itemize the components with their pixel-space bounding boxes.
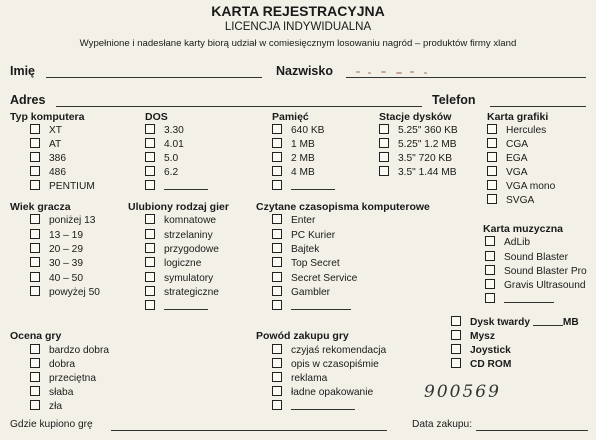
computer-option[interactable]: 486 [30,166,66,180]
checkbox[interactable] [272,400,282,410]
checkbox[interactable] [272,358,282,368]
sound-option[interactable]: AdLib [485,236,530,250]
checkbox[interactable] [487,124,497,134]
checkbox[interactable] [379,124,389,134]
checkbox[interactable] [272,286,282,296]
checkbox[interactable] [30,229,40,239]
checkbox[interactable] [30,138,40,148]
hdd-size-line[interactable] [533,316,563,326]
checkbox[interactable] [30,166,40,176]
checkbox[interactable] [487,152,497,162]
genre-option[interactable]: strzelaniny [145,229,213,243]
checkbox[interactable] [272,124,282,134]
checkbox[interactable] [485,251,495,261]
purchase-place-label: Gdzie kupiono grę [10,419,93,430]
computer-option[interactable]: AT [30,138,61,152]
checkbox[interactable] [145,257,155,267]
joystick-option[interactable]: Joystick [451,344,511,358]
checkbox[interactable] [30,124,40,134]
drives-option[interactable]: 3.5" 1.44 MB [379,166,457,180]
checkbox[interactable] [30,400,40,410]
genre-option[interactable]: strategiczne [145,286,219,300]
write-in-line[interactable] [164,180,208,190]
checkbox[interactable] [487,180,497,190]
checkbox[interactable] [379,166,389,176]
checkbox[interactable] [451,330,461,340]
dos-option[interactable]: 6.2 [145,166,178,180]
last-name-field[interactable] [346,77,586,78]
checkbox[interactable] [487,166,497,176]
reason-option-other[interactable] [272,400,355,414]
age-section-title: Wiek gracza [10,201,71,213]
sound-option[interactable]: Sound Blaster Pro [485,265,587,279]
checkbox[interactable] [272,272,282,282]
magazine-option[interactable]: Enter [272,214,315,228]
reason-option[interactable]: ładne opakowanie [272,386,373,400]
genre-section-title: Ulubiony rodzaj gier [128,201,229,213]
checkbox[interactable] [145,180,155,190]
serial-number: 900569 [424,382,501,402]
write-in-line[interactable] [291,180,335,190]
phone-field[interactable] [490,106,586,107]
dos-option-other[interactable] [145,180,208,194]
reason-option[interactable]: reklama [272,372,327,386]
checkbox[interactable] [487,194,497,204]
dos-option[interactable]: 5.0 [145,152,178,166]
sound-option[interactable]: Gravis Ultrasound [485,279,586,293]
drives-section-title: Stacje dysków [379,111,452,123]
checkbox[interactable] [30,257,40,267]
checkbox[interactable] [272,243,282,253]
ink-mark [368,72,371,74]
reason-section-title: Powód zakupu gry [256,330,349,342]
cdrom-option[interactable]: CD ROM [451,358,511,372]
computer-option[interactable]: 386 [30,152,66,166]
checkbox[interactable] [487,138,497,148]
memory-option[interactable]: 640 KB [272,124,324,138]
checkbox[interactable] [30,214,40,224]
drives-option[interactable]: 5.25" 360 KB [379,124,458,138]
age-option[interactable]: 20 – 29 [30,243,83,257]
ink-mark [356,71,360,73]
first-name-label: Imię [10,64,36,78]
dos-section-title: DOS [145,111,168,123]
checkbox[interactable] [30,152,40,162]
checkbox[interactable] [451,316,461,326]
dos-option[interactable]: 4.01 [145,138,184,152]
checkbox[interactable] [30,344,40,354]
checkbox[interactable] [145,152,155,162]
checkbox[interactable] [451,344,461,354]
graphics-section-title: Karta grafiki [487,111,549,123]
age-option[interactable]: powyżej 50 [30,286,100,300]
purchase-place-field[interactable] [111,430,387,431]
graphics-option[interactable]: CGA [487,138,528,152]
memory-section-title: Pamięć [272,111,309,123]
graphics-option[interactable]: VGA [487,166,528,180]
write-in-line[interactable] [504,293,554,303]
purchase-date-label: Data zakupu: [412,419,473,430]
rating-section-title: Ocena gry [10,330,62,342]
checkbox[interactable] [272,372,282,382]
checkbox[interactable] [272,152,282,162]
checkbox[interactable] [379,152,389,162]
age-option[interactable]: 13 – 19 [30,229,83,243]
card-subtitle: LICENCJA INDYWIDUALNA [224,21,372,33]
checkbox[interactable] [272,138,282,148]
magazine-option-other[interactable] [272,300,351,314]
purchase-date-field[interactable] [476,430,588,431]
graphics-option[interactable]: VGA mono [487,180,555,194]
memory-option[interactable]: 2 MB [272,152,315,166]
checkbox[interactable] [272,166,282,176]
checkbox[interactable] [272,257,282,267]
drives-option[interactable]: 3.5" 720 KB [379,152,452,166]
checkbox[interactable] [145,214,155,224]
checkbox[interactable] [485,265,495,275]
checkbox[interactable] [145,272,155,282]
memory-option[interactable]: 1 MB [272,138,315,152]
checkbox[interactable] [30,180,40,190]
checkbox[interactable] [272,229,282,239]
checkbox[interactable] [145,138,155,148]
checkbox[interactable] [145,229,155,239]
card-title: KARTA REJESTRACYJNA [211,3,385,19]
rating-option[interactable]: dobra [30,358,75,372]
genre-option[interactable]: logiczne [145,257,201,271]
sound-option[interactable]: Sound Blaster [485,251,568,265]
checkbox[interactable] [145,286,155,296]
checkbox[interactable] [272,300,282,310]
drives-option[interactable]: 5.25" 1.2 MB [379,138,457,152]
computer-option[interactable]: XT [30,124,62,138]
checkbox[interactable] [30,286,40,296]
graphics-option[interactable]: Hercules [487,124,546,138]
dos-option[interactable]: 3.30 [145,124,184,138]
computer-option[interactable]: PENTIUM [30,180,95,194]
sound-section-title: Karta muzyczna [483,223,563,235]
checkbox[interactable] [272,214,282,224]
last-name-label: Nazwisko [276,64,333,78]
magazine-option[interactable]: Gambler [272,286,330,300]
checkbox[interactable] [272,386,282,396]
checkbox[interactable] [272,344,282,354]
checkbox[interactable] [451,358,461,368]
age-option[interactable]: 30 – 39 [30,257,83,271]
rating-option[interactable]: słaba [30,386,73,400]
first-name-field[interactable] [46,77,262,78]
genre-option[interactable]: symulatory [145,272,213,286]
age-option[interactable]: poniżej 13 [30,214,95,228]
reason-option[interactable]: opis w czasopiśmie [272,358,379,372]
address-field[interactable] [56,106,422,107]
checkbox[interactable] [30,358,40,368]
graphics-option[interactable]: SVGA [487,194,534,208]
magazine-option[interactable]: Top Secret [272,257,340,271]
checkbox[interactable] [485,279,495,289]
write-in-line[interactable] [291,300,351,310]
write-in-line[interactable] [291,400,355,410]
rating-option[interactable]: bardzo dobra [30,344,109,358]
card-info-text: Wypełnione i nadesłane karty biorą udział w comiesięcznym losowaniu nagród – produktów firmy xland [79,38,517,49]
genre-option[interactable]: przygodowe [145,243,219,257]
graphics-option[interactable]: EGA [487,152,528,166]
magazine-option[interactable]: Bajtek [272,243,319,257]
sound-option-other[interactable] [485,293,554,307]
checkbox[interactable] [30,243,40,253]
rating-option[interactable]: przeciętna [30,372,96,386]
magazine-option[interactable]: PC Kurier [272,229,335,243]
memory-option-other[interactable] [272,180,335,194]
memory-option[interactable]: 4 MB [272,166,315,180]
checkbox[interactable] [272,180,282,190]
checkbox[interactable] [145,243,155,253]
write-in-line[interactable] [164,300,208,310]
checkbox[interactable] [30,372,40,382]
checkbox[interactable] [145,124,155,134]
checkbox[interactable] [145,166,155,176]
address-label: Adres [10,93,46,107]
phone-label: Telefon [432,93,476,107]
ink-mark [396,72,402,74]
reason-option[interactable]: czyjaś rekomendacja [272,344,386,358]
checkbox[interactable] [485,236,495,246]
ink-mark [410,71,414,73]
magazines-section-title: Czytane czasopisma komputerowe [256,201,430,213]
checkbox[interactable] [379,138,389,148]
mouse-option[interactable]: Mysz [451,330,495,344]
genre-option-other[interactable] [145,300,208,314]
computer-section-title: Typ komputera [10,111,85,123]
magazine-option[interactable]: Secret Service [272,272,357,286]
checkbox[interactable] [145,300,155,310]
checkbox[interactable] [30,386,40,396]
genre-option[interactable]: komnatowe [145,214,216,228]
ink-mark [424,72,427,74]
rating-option[interactable]: zła [30,400,62,414]
checkbox[interactable] [30,272,40,282]
ink-mark [381,71,386,73]
age-option[interactable]: 40 – 50 [30,272,83,286]
checkbox[interactable] [485,293,495,303]
hdd-option[interactable]: Dysk twardy MB [451,316,579,330]
